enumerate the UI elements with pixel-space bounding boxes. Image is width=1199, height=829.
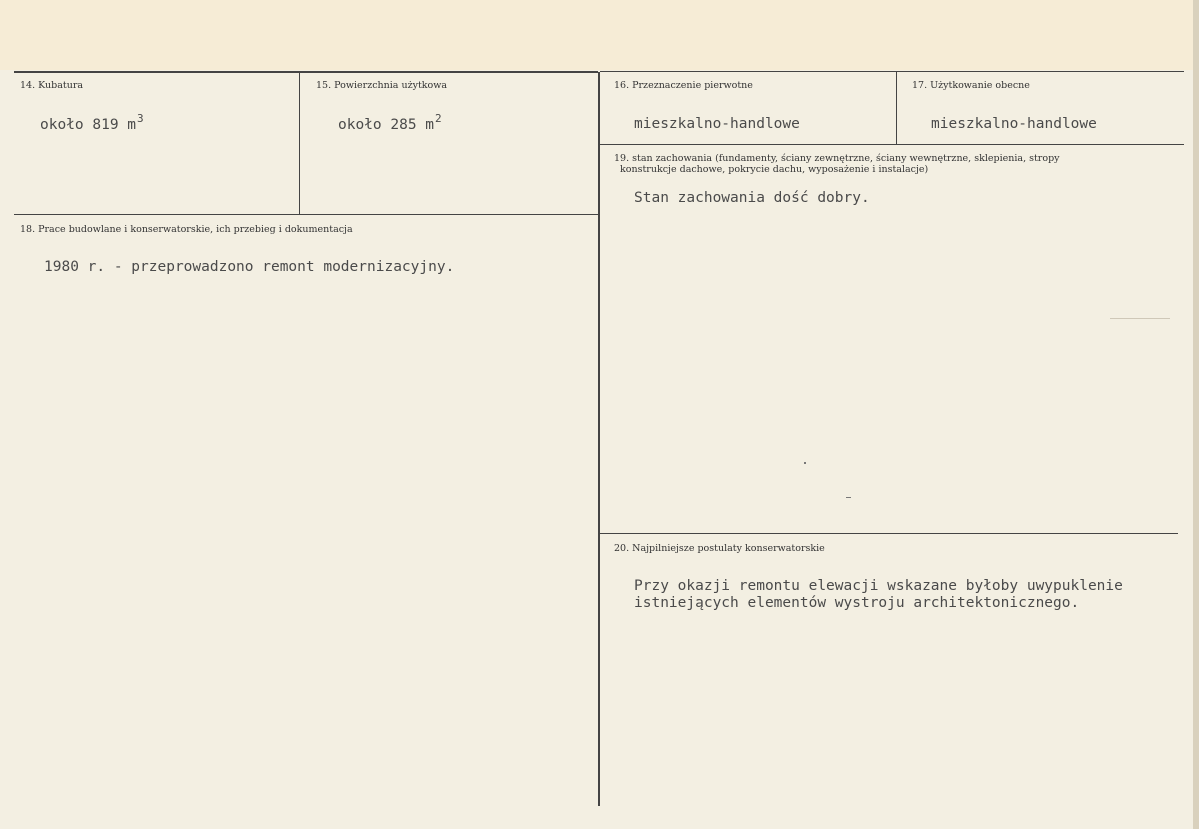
main-column-divider [598, 72, 600, 806]
field-19-label-line1: 19. stan zachowania (fundamenty, ściany zewnętrzne, ściany wewnętrzne, sklepienia, stropy [614, 153, 1060, 164]
field-14-text: około 819 m [40, 117, 137, 133]
field-15-text: około 285 m [338, 117, 435, 133]
field-18-label: 18. Prace budowlane i konserwatorskie, ich przebieg i dokumentacja [20, 224, 353, 235]
field-19-label [614, 153, 1184, 175]
card-top-band [0, 0, 1199, 70]
field-17-label: 17. Użytkowanie obecne [912, 80, 1030, 91]
top-rule-right [600, 71, 1184, 72]
rule-above-20 [600, 533, 1178, 534]
paper-speck [1110, 318, 1170, 319]
card-right-edge [1193, 0, 1199, 829]
field-15-label: 15. Powierzchnia użytkowa [316, 80, 448, 91]
top-rule-left [14, 71, 598, 73]
field-14-unit-superscript: 3 [137, 112, 144, 125]
field-17-value: mieszkalno-handlowe [931, 116, 1097, 132]
field-14-label: 14. Kubatura [20, 80, 84, 91]
field-18-value: 1980 r. - przeprowadzono remont modernizacyjny. [44, 259, 455, 275]
divider-16-17 [896, 72, 897, 144]
field-14-value [40, 112, 144, 135]
paper-speck [804, 462, 806, 464]
field-15-unit-superscript: 2 [435, 112, 442, 125]
field-19-value: Stan zachowania dość dobry. [634, 190, 870, 206]
field-20-label: 20. Najpilniejsze postulaty konserwatorskie [614, 543, 825, 554]
field-20-value-line2: istniejących elementów wystroju architektonicznego. [634, 595, 1080, 611]
rule-below-14-15 [14, 214, 598, 215]
paper-speck [846, 497, 851, 498]
rule-below-16-17 [600, 144, 1184, 145]
field-19-label-line2: konstrukcje dachowe, pokrycie dachu, wyposażenie i instalacje) [620, 164, 929, 175]
field-20-value-line1: Przy okazji remontu elewacji wskazane byłoby uwypuklenie [634, 578, 1123, 594]
field-16-label: 16. Przeznaczenie pierwotne [614, 80, 753, 91]
field-15-value [338, 112, 442, 135]
field-16-value: mieszkalno-handlowe [634, 116, 800, 132]
divider-14-15 [299, 72, 300, 215]
